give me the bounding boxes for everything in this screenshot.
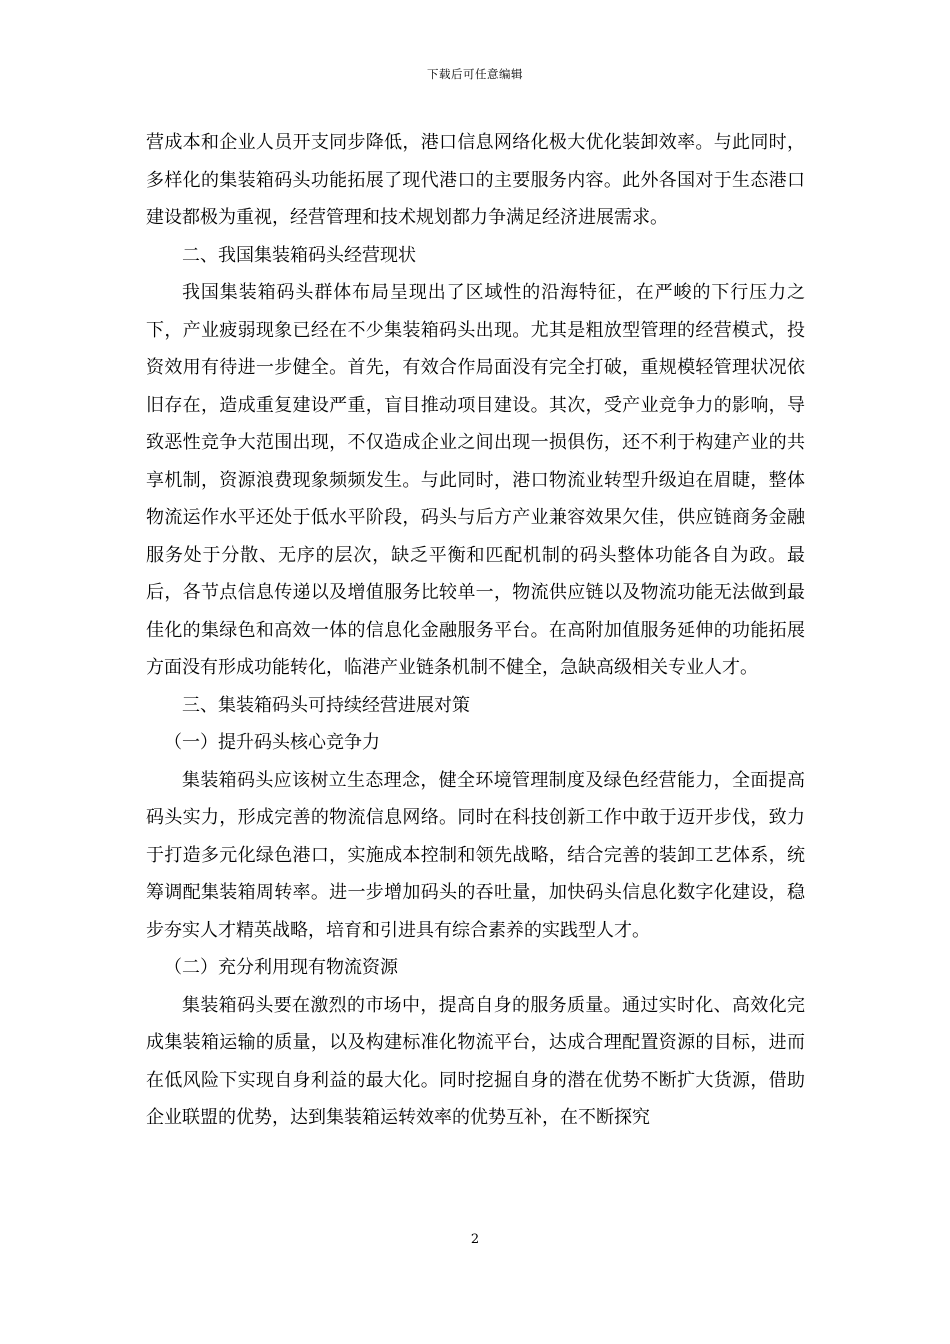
page-number: 2: [470, 1232, 480, 1247]
paragraph-resources: 集装箱码头要在激烈的市场中，提高自身的服务质量。通过实时化、高效化完成集装箱运输的质量，以及构建标准化物流平台，达成合理配置资源的目标，进而在低风险下实现自身利益的最大化。同时挖掘自身的潜在优势不断扩大货源，借助企业联盟的优势，达到集装箱运转效率的优势互补，在不断探究: [146, 994, 805, 1128]
subsection-heading-2: （二）充分利用现有物流资源: [164, 957, 398, 978]
paragraph-continued: 营成本和企业人员开支同步降低，港口信息网络化极大优化装卸效率。与此同时，多样化的集装箱码头功能拓展了现代港口的主要服务内容。此外各国对于生态港口建设都极为重视，经营管理和技术规划都力争满足经济进展需求。: [146, 132, 805, 228]
section-heading-3: 三、集装箱码头可持续经营进展对策: [182, 694, 470, 716]
paragraph-status: 我国集装箱码头群体布局呈现出了区域性的沿海特征，在严峻的下行压力之下，产业疲弱现象已经在不少集装箱码头出现。尤其是粗放型管理的经营模式，投资效用有待进一步健全。首先，有效合作局面没有完全打破，重规模轻管理状况依旧存在，造成重复建设严重，盲目推动项目建设。其次，受产业竞争力的影响，导致恶性竞争大范围出现，不仅造成企业之间出现一损俱伤，还不利于构建产业的共享机制，资源浪费现象频频发生。与此同时，港口物流业转型升级迫在眉睫，整体物流运作水平还处于低水平阶段，码头与后方产业兼容效果欠佳，供应链商务金融服务处于分散、无序的层次，缺乏平衡和匹配机制的码头整体功能各自为政。最后，各节点信息传递以及增值服务比较单一，物流供应链以及物流功能无法做到最佳化的集绿色和高效一体的信息化金融服务平台。在高附加值服务延伸的功能拓展方面没有形成功能转化，临港产业链条机制不健全，急缺高级相关专业人才。: [146, 282, 805, 678]
paragraph-competitiveness: 集装箱码头应该树立生态理念，健全环境管理制度及绿色经营能力，全面提高码头实力，形成完善的物流信息网络。同时在科技创新工作中敢于迈开步伐，致力于打造多元化绿色港口，实施成本控制和领先战略，结合完善的装卸工艺体系，统筹调配集装箱周转率。进一步增加码头的吞吐量，加快码头信息化数字化建设，稳步夯实人才精英战略，培育和引进具有综合素养的实践型人才。: [146, 769, 805, 941]
section-heading-2: 二、我国集装箱码头经营现状: [182, 244, 416, 266]
page-header: 下载后可任意编辑: [427, 67, 523, 81]
subsection-heading-1: （一）提升码头核心竞争力: [164, 732, 380, 753]
document-body: [146, 124, 805, 1137]
